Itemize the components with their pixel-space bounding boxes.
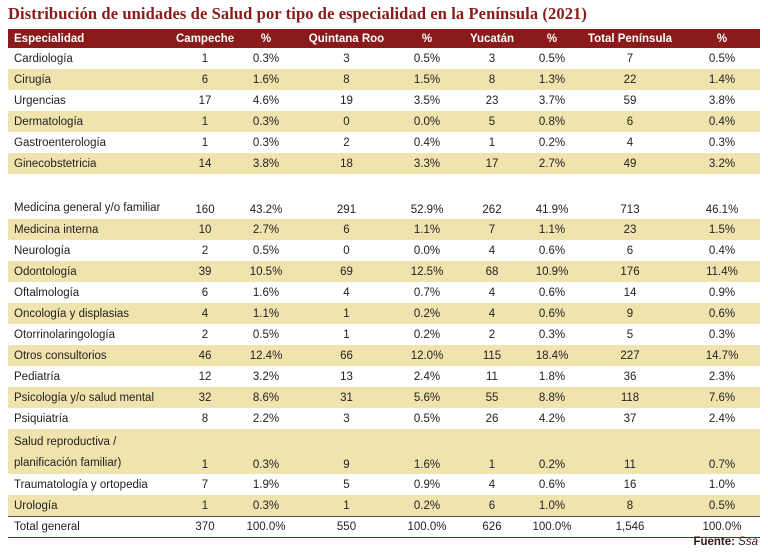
column-header: Quintana Roo bbox=[295, 29, 398, 48]
value-cell: 16 bbox=[623, 478, 637, 491]
value-cell: 0.5% bbox=[684, 495, 760, 517]
value-cell: 3.2% bbox=[684, 153, 760, 174]
value-cell: 0 bbox=[295, 111, 398, 132]
specialty-cell: Ginecobstetricia bbox=[8, 153, 173, 174]
value-cell: 1.3% bbox=[528, 69, 576, 90]
value-cell: 6 bbox=[173, 69, 237, 90]
value-cell: 1 bbox=[488, 136, 496, 149]
table-row bbox=[8, 153, 760, 174]
table-row bbox=[8, 324, 760, 345]
value-cell: 5 bbox=[343, 478, 350, 491]
table-row bbox=[8, 48, 760, 69]
column-header: % bbox=[684, 29, 760, 48]
value-cell: 1.1% bbox=[237, 303, 295, 324]
value-cell: 11 bbox=[576, 429, 684, 474]
value-cell: 0.5% bbox=[708, 52, 736, 65]
specialty-cell: Cardiología bbox=[14, 52, 73, 65]
value-cell: 1.6% bbox=[237, 69, 295, 90]
value-cell: 0.3% bbox=[237, 495, 295, 517]
specialty-cell: Pediatría bbox=[14, 370, 61, 383]
total-value: 626 bbox=[456, 517, 528, 538]
specialty-cell: Psiquiatría bbox=[14, 412, 69, 425]
value-cell: 2 bbox=[488, 328, 496, 341]
value-cell: 1.5% bbox=[398, 69, 456, 90]
specialty-cell: Gastroenterología bbox=[14, 136, 107, 149]
table-row bbox=[8, 474, 760, 495]
value-cell: 23 bbox=[485, 94, 499, 107]
total-label: Total general bbox=[8, 517, 173, 538]
value-cell: 0.0% bbox=[398, 111, 456, 132]
value-cell: 0.9% bbox=[413, 478, 441, 491]
value-cell: 14 bbox=[173, 153, 237, 174]
table-row bbox=[8, 495, 760, 517]
value-cell: 17 bbox=[198, 94, 212, 107]
value-cell: 115 bbox=[456, 345, 528, 366]
specialty-table bbox=[8, 29, 760, 538]
value-cell: 3.5% bbox=[413, 94, 441, 107]
value-cell: 9 bbox=[295, 429, 398, 474]
value-cell: 1 bbox=[201, 136, 209, 149]
value-cell: 1 bbox=[201, 52, 209, 65]
specialty-cell: Medicina general y/o familiar bbox=[14, 202, 161, 214]
column-header: % bbox=[237, 29, 295, 48]
total-row bbox=[8, 517, 760, 538]
value-cell: 12 bbox=[198, 370, 212, 383]
value-cell: 4 bbox=[343, 286, 350, 299]
value-cell: 10.5% bbox=[237, 261, 295, 282]
value-cell: 1.5% bbox=[684, 219, 760, 240]
value-cell: 31 bbox=[295, 387, 398, 408]
specialty-cell: Otros consultorios bbox=[8, 345, 173, 366]
value-cell: 0.5% bbox=[252, 328, 280, 341]
specialty-cell: Traumatología y ortopedia bbox=[14, 478, 148, 491]
value-cell: 227 bbox=[576, 345, 684, 366]
value-cell: 6 bbox=[295, 219, 398, 240]
value-cell: 6 bbox=[456, 495, 528, 517]
value-cell: 59 bbox=[623, 94, 637, 107]
value-cell: 176 bbox=[576, 261, 684, 282]
value-cell: 118 bbox=[576, 387, 684, 408]
value-cell: 2 bbox=[201, 244, 209, 257]
value-cell: 0.7% bbox=[413, 286, 441, 299]
table-row bbox=[8, 240, 760, 261]
specialty-cell: Urología bbox=[8, 495, 173, 517]
value-cell: 0.2% bbox=[413, 328, 441, 341]
table-row bbox=[8, 174, 760, 219]
value-cell: 12.0% bbox=[398, 345, 456, 366]
value-cell: 7.6% bbox=[684, 387, 760, 408]
value-cell: 0.0% bbox=[413, 244, 441, 257]
specialty-cell: Cirugía bbox=[8, 69, 173, 90]
value-cell: 4.6% bbox=[252, 94, 280, 107]
table-row bbox=[8, 219, 760, 240]
table-row bbox=[8, 261, 760, 282]
value-cell: 2.7% bbox=[237, 219, 295, 240]
table-row bbox=[8, 429, 760, 474]
value-cell: 0.5% bbox=[252, 244, 280, 257]
value-cell: 10.9% bbox=[528, 261, 576, 282]
total-value: 370 bbox=[173, 517, 237, 538]
table-title: Distribución de unidades de Salud por tipo de especialidad en la Península (2021) bbox=[8, 4, 587, 23]
value-cell: 1.8% bbox=[538, 370, 566, 383]
value-cell: 0.4% bbox=[413, 136, 441, 149]
table-row bbox=[8, 111, 760, 132]
value-cell: 3.2% bbox=[252, 370, 280, 383]
value-cell: 37 bbox=[623, 412, 637, 425]
value-cell: 3.7% bbox=[538, 94, 566, 107]
value-cell: 7 bbox=[201, 478, 209, 491]
value-cell: 0.3% bbox=[538, 328, 566, 341]
table-row bbox=[8, 387, 760, 408]
value-cell: 0.4% bbox=[708, 244, 736, 257]
value-cell: 0 bbox=[343, 244, 350, 257]
value-cell: 9 bbox=[576, 303, 684, 324]
column-header: % bbox=[528, 29, 576, 48]
table-row bbox=[8, 282, 760, 303]
column-header: Campeche bbox=[173, 29, 237, 48]
value-cell: 0.5% bbox=[413, 412, 441, 425]
value-cell: 4 bbox=[626, 136, 634, 149]
specialty-cell: Dermatología bbox=[8, 111, 173, 132]
value-cell: 8 bbox=[576, 495, 684, 517]
value-cell: 0.4% bbox=[684, 111, 760, 132]
value-cell: 1 bbox=[295, 495, 398, 517]
value-cell: 66 bbox=[295, 345, 398, 366]
value-cell: 11 bbox=[486, 370, 498, 383]
value-cell: 1 bbox=[173, 111, 237, 132]
value-cell: 0.3% bbox=[237, 429, 295, 474]
value-cell: 11.4% bbox=[684, 261, 760, 282]
value-cell: 7 bbox=[456, 219, 528, 240]
value-cell: 14.7% bbox=[684, 345, 760, 366]
value-cell: 2 bbox=[201, 328, 209, 341]
specialty-cell: Psicología y/o salud mental bbox=[8, 387, 173, 408]
value-cell: 5 bbox=[626, 328, 634, 341]
value-cell: 8.6% bbox=[237, 387, 295, 408]
value-cell: 32 bbox=[173, 387, 237, 408]
value-cell: 22 bbox=[576, 69, 684, 90]
value-cell: 5 bbox=[456, 111, 528, 132]
value-cell: 68 bbox=[456, 261, 528, 282]
value-cell: 262 bbox=[482, 204, 502, 216]
value-cell: 2.7% bbox=[528, 153, 576, 174]
value-cell: 43.2% bbox=[249, 204, 283, 216]
value-cell: 1.1% bbox=[398, 219, 456, 240]
value-cell: 36 bbox=[623, 370, 637, 383]
specialty-cell: Neurología bbox=[14, 244, 71, 257]
value-cell: 2.4% bbox=[708, 412, 736, 425]
value-cell: 1 bbox=[295, 303, 398, 324]
value-cell: 0.5% bbox=[413, 52, 441, 65]
value-cell: 41.9% bbox=[535, 204, 569, 216]
value-cell: 4 bbox=[488, 244, 496, 257]
value-cell: 2.4% bbox=[413, 370, 441, 383]
value-cell: 46.1% bbox=[705, 204, 739, 216]
value-cell: 3.8% bbox=[237, 153, 295, 174]
value-cell: 1.1% bbox=[528, 219, 576, 240]
source-value: Ssa bbox=[738, 536, 758, 548]
value-cell: 0.3% bbox=[708, 328, 736, 341]
value-cell: 1 bbox=[173, 429, 237, 474]
value-cell: 0.3% bbox=[237, 111, 295, 132]
table-row bbox=[8, 132, 760, 153]
value-cell: 0.2% bbox=[528, 429, 576, 474]
value-cell: 8 bbox=[456, 69, 528, 90]
value-cell: 39 bbox=[173, 261, 237, 282]
value-cell: 12.4% bbox=[237, 345, 295, 366]
value-cell: 12.5% bbox=[398, 261, 456, 282]
value-cell: 4 bbox=[456, 303, 528, 324]
total-value: 100.0% bbox=[528, 517, 576, 538]
value-cell: 13 bbox=[340, 370, 353, 383]
value-cell: 0.6% bbox=[538, 244, 566, 257]
specialty-cell: Odontología bbox=[8, 261, 173, 282]
value-cell: 18.4% bbox=[528, 345, 576, 366]
value-cell: 1.9% bbox=[252, 478, 280, 491]
value-cell: 0.3% bbox=[708, 136, 736, 149]
value-cell: 1.0% bbox=[528, 495, 576, 517]
specialty-cell: Medicina interna bbox=[8, 219, 173, 240]
column-header: Especialidad bbox=[8, 29, 173, 48]
value-cell: 0.2% bbox=[398, 303, 456, 324]
value-cell: 0.7% bbox=[684, 429, 760, 474]
value-cell: 0.3% bbox=[252, 136, 280, 149]
value-cell: 1.4% bbox=[684, 69, 760, 90]
table-row bbox=[8, 345, 760, 366]
total-value: 1,546 bbox=[576, 517, 684, 538]
header-row bbox=[8, 29, 760, 48]
value-cell: 46 bbox=[173, 345, 237, 366]
value-cell: 10 bbox=[173, 219, 237, 240]
total-value: 100.0% bbox=[684, 517, 760, 538]
value-cell: 0.3% bbox=[252, 52, 280, 65]
column-header: % bbox=[398, 29, 456, 48]
value-cell: 19 bbox=[340, 94, 353, 107]
value-cell: 26 bbox=[485, 412, 499, 425]
value-cell: 55 bbox=[456, 387, 528, 408]
value-cell: 0.9% bbox=[708, 286, 736, 299]
table-row bbox=[8, 90, 760, 111]
value-cell: 7 bbox=[626, 52, 634, 65]
value-cell: 3 bbox=[343, 52, 350, 65]
value-cell: 18 bbox=[295, 153, 398, 174]
value-cell: 17 bbox=[456, 153, 528, 174]
table-row bbox=[8, 303, 760, 324]
value-cell: 0.2% bbox=[538, 136, 566, 149]
value-cell: 4 bbox=[488, 286, 496, 299]
value-cell: 4.2% bbox=[538, 412, 566, 425]
value-cell: 49 bbox=[576, 153, 684, 174]
value-cell: 52.9% bbox=[410, 204, 444, 216]
value-cell: 0.6% bbox=[528, 303, 576, 324]
value-cell: 2.3% bbox=[708, 370, 736, 383]
value-cell: 3 bbox=[488, 52, 496, 65]
value-cell: 6 bbox=[201, 286, 209, 299]
specialty-cell: Oncología y displasias bbox=[8, 303, 173, 324]
value-cell: 1.6% bbox=[398, 429, 456, 474]
total-value: 550 bbox=[295, 517, 398, 538]
table-row bbox=[8, 366, 760, 387]
column-header: Yucatán bbox=[456, 29, 528, 48]
value-cell: 6 bbox=[626, 244, 634, 257]
value-cell: 2.2% bbox=[252, 412, 280, 425]
value-cell: 4 bbox=[173, 303, 237, 324]
specialty-cell: Otorrinolaringología bbox=[14, 328, 116, 341]
source-label: Fuente: bbox=[693, 536, 735, 548]
value-cell: 1.0% bbox=[708, 478, 736, 491]
column-header: Total Península bbox=[576, 29, 684, 48]
value-cell: 8.8% bbox=[528, 387, 576, 408]
value-cell: 23 bbox=[576, 219, 684, 240]
value-cell: 4 bbox=[488, 478, 496, 491]
value-cell: 0.6% bbox=[538, 286, 566, 299]
specialty-cell: Urgencias bbox=[14, 94, 66, 107]
value-cell: 160 bbox=[195, 204, 215, 216]
value-cell: 713 bbox=[620, 204, 640, 216]
specialty-cell: Oftalmología bbox=[14, 286, 80, 299]
value-cell: 2 bbox=[343, 136, 350, 149]
specialty-cell: Salud reproductiva / planificación familiar) bbox=[8, 429, 173, 474]
table-row bbox=[8, 408, 760, 429]
value-cell: 1 bbox=[173, 495, 237, 517]
value-cell: 3.3% bbox=[398, 153, 456, 174]
value-cell: 1.6% bbox=[252, 286, 280, 299]
source-note bbox=[693, 536, 758, 548]
value-cell: 14 bbox=[623, 286, 637, 299]
value-cell: 69 bbox=[295, 261, 398, 282]
total-value: 100.0% bbox=[398, 517, 456, 538]
value-cell: 8 bbox=[295, 69, 398, 90]
value-cell: 0.5% bbox=[538, 52, 566, 65]
value-cell: 0.8% bbox=[528, 111, 576, 132]
value-cell: 5.6% bbox=[398, 387, 456, 408]
value-cell: 1 bbox=[456, 429, 528, 474]
value-cell: 1 bbox=[343, 328, 350, 341]
value-cell: 3 bbox=[343, 412, 350, 425]
value-cell: 6 bbox=[576, 111, 684, 132]
table-row bbox=[8, 69, 760, 90]
value-cell: 291 bbox=[336, 204, 357, 216]
value-cell: 3.8% bbox=[708, 94, 736, 107]
value-cell: 0.6% bbox=[684, 303, 760, 324]
value-cell: 0.2% bbox=[398, 495, 456, 517]
total-value: 100.0% bbox=[237, 517, 295, 538]
value-cell: 0.6% bbox=[538, 478, 566, 491]
value-cell: 8 bbox=[201, 412, 209, 425]
